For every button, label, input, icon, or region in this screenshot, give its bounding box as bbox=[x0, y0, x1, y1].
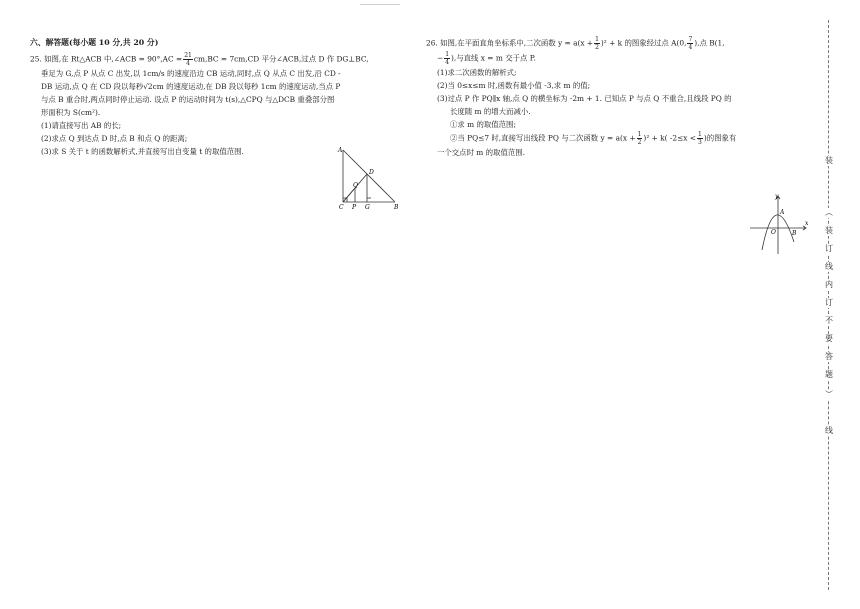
right-column bbox=[426, 36, 816, 159]
binding-char-6: 要 bbox=[822, 334, 836, 344]
binding-char-1: 装 bbox=[822, 226, 836, 236]
label-a: A bbox=[338, 147, 343, 154]
label-b: B bbox=[394, 204, 399, 210]
binding-char-5: 不 bbox=[822, 316, 836, 326]
q25-line-3: DB 运动,点 Q 在 CD 段以每秒√2cm 的速度运动,在 DB 段以每秒 1cm 的速度运动,当点 P bbox=[41, 82, 341, 91]
q25-line-2: 垂足为 G,点 P 从点 C 出发,以 1cm/s 的速度沿边 CB 运动,同时,点 Q 从点 C 出发,沿 CD - bbox=[41, 69, 341, 78]
binding-paren-open: ︵ bbox=[822, 208, 836, 218]
q25-triangle-figure bbox=[333, 144, 403, 210]
q26-line-1: 26. 如图,在平面直角坐标系中,二次函数 y = a(x + $\frac{1}{2}$ )² + k 的图象经过点 A(0, $\frac{7}{4}$ ),点 B(1, bbox=[426, 36, 725, 51]
q26-fraction-h: $\frac{1}{2}$ bbox=[595, 36, 599, 51]
binding-zhuang: 装 bbox=[822, 156, 836, 166]
label-c: C bbox=[339, 204, 344, 210]
left-column bbox=[30, 36, 415, 158]
top-mark bbox=[360, 4, 400, 5]
label-a: A bbox=[780, 209, 785, 216]
q26-fraction-b: $\frac{1}{4}$ bbox=[445, 51, 450, 66]
section-heading: 六、解答题(每小题 10 分,共 20 分) bbox=[30, 38, 159, 47]
q25-sub-3: (3)求 S 关于 t 的函数解析式,并直接写出自变量 t 的取值范围. bbox=[41, 147, 244, 156]
binding-char-4: 内 bbox=[822, 280, 836, 290]
q26-fraction-s3d3: $\frac{1}{3}$ bbox=[697, 131, 702, 146]
q25-sub-1: (1)请直接写出 AB 的长; bbox=[41, 121, 122, 130]
q26-sub-3c: ①求 m 的取值范围; bbox=[450, 120, 516, 129]
q25-sub-2: (2)求点 Q 到达点 D 时,点 B 和点 Q 的距离; bbox=[41, 134, 188, 143]
binding-char-3: 线 bbox=[822, 262, 836, 272]
binding-margin bbox=[822, 20, 836, 590]
q25-line-5: 形面积为 S(cm²). bbox=[41, 108, 101, 117]
q26-sub-1: (1)求二次函数的解析式; bbox=[437, 68, 517, 77]
binding-xian: 线 bbox=[822, 426, 836, 436]
q25-line-1: 25. 如图,在 Rt△ACB 中,∠ACB = 90°,AC = $\frac{21}{4}$ cm,BC = 7cm,CD 平分∠ACB,过点 D 作 DG⊥BC, bbox=[30, 52, 369, 67]
binding-char-8: 题 bbox=[822, 370, 836, 380]
q26-parabola-figure bbox=[748, 192, 810, 256]
q26-sub-3a: (3)过点 P 作 PQ∥x 轴,点 Q 的横坐标为 -2m + 1. 已知点 P 与点 Q 不重合,且线段 PQ 的 bbox=[437, 94, 732, 103]
q26-sub-3e: 一个交点时 m 的取值范围. bbox=[437, 148, 525, 157]
q26-sub-3d: ②当 PQ≤7 时,直接写出线段 PQ 与二次函数 y = a(x + $\frac{1}{2}$ )² + k( -2≤x < $\frac{1}{3}$ )的图象有 bbox=[450, 131, 737, 146]
label-g: G bbox=[365, 204, 370, 210]
q26-fraction-a: $\frac{7}{4}$ bbox=[688, 36, 693, 51]
q25-line-4: 与点 B 重合时,两点同时停止运动. 设点 P 的运动时间为 t(s),△CPQ 与△DCB 重叠部分图 bbox=[41, 95, 335, 104]
label-p: P bbox=[352, 204, 357, 210]
binding-char-7: 答 bbox=[822, 352, 836, 362]
label-o: O bbox=[771, 229, 776, 236]
label-q: Q bbox=[353, 182, 358, 189]
label-b: B bbox=[792, 230, 797, 237]
binding-paren-close: ︶ bbox=[822, 390, 836, 400]
label-x: x bbox=[805, 220, 809, 227]
q26-sub-2: (2)当 0≤x≤m 时,函数有最小值 -3,求 m 的值; bbox=[437, 81, 591, 90]
label-d: D bbox=[369, 169, 374, 176]
q25-fraction-ac: $\frac{21}{4}$ bbox=[184, 52, 192, 67]
label-y: y bbox=[775, 193, 779, 200]
binding-char-2: 订 bbox=[822, 244, 836, 254]
q26-sub-3b: 长度随 m 的增大而减小. bbox=[450, 107, 531, 116]
q26-fraction-s3d: $\frac{1}{2}$ bbox=[637, 131, 642, 146]
q26-line-2: − $\frac{1}{4}$ ),与直线 x = m 交于点 P. bbox=[437, 51, 536, 66]
binding-ding: 订 bbox=[822, 298, 836, 308]
